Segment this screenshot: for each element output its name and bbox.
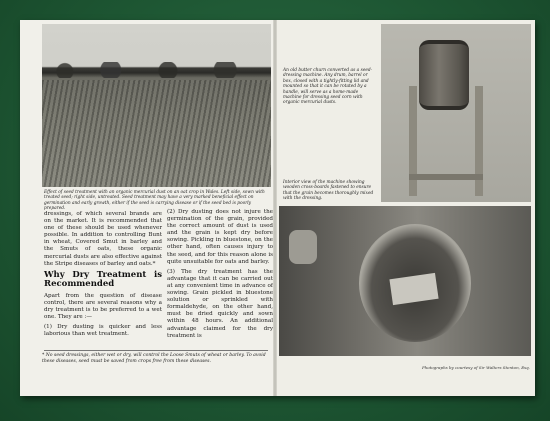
text-column-left xyxy=(44,211,162,341)
hand xyxy=(289,230,317,264)
oat-field-photo xyxy=(42,24,271,187)
field-photo-caption: Effect of seed treatment with an organic mercurial dust on an oat crop in Wales. Left side, sown with treated seed; right side, untreated. Seed treatment may have a very marked beneficial effect on germination and early growth, either if the seed is carrying disease or if the seed bed is poorly prepared. xyxy=(44,190,265,212)
center-fold xyxy=(273,20,277,396)
open-leaflet xyxy=(20,20,535,396)
footnote-divider xyxy=(44,350,268,351)
interior-caption: Interior view of the machine showing wooden cross-boards fastened to ensure that the grain becomes thoroughly mixed with the dressing. xyxy=(283,180,374,202)
churn-interior-photo xyxy=(279,206,531,356)
right-page xyxy=(275,20,535,396)
reason-2: (2) Dry dusting does not injure the germination of the grain, provided the correct amount of dust is used and the grain is kept dry before sowing. Pickling in bluestone, on the other hand, often causes injury to the seed, and for this reason alone is quite unsuitable for oats and barley. xyxy=(167,209,273,265)
churn-barrel xyxy=(419,40,469,110)
intro-paragraph: dressings, of which several brands are on the market. It is recommended that one of these should be used whenever possible. In addition to controlling Bunt in wheat, Covered Smut in barley and the Smuts of oats, these organic mercurial dusts are also effective against the Stripe diseases of barley and oats.* xyxy=(44,211,162,267)
photo-credit: Photographs by courtesy of Sir Walters Stenton, Esq. xyxy=(421,365,530,370)
text-column-right xyxy=(167,209,273,343)
crop-rows xyxy=(42,80,271,187)
reasons-paragraph: Apart from the question of disease control, there are several reasons why a dry treatment is to be preferred to a wet one. They are :— xyxy=(44,292,162,321)
reason-1: (1) Dry dusting is quicker and less laborious than wet treatment. xyxy=(44,324,162,338)
stand-crossbar xyxy=(409,174,483,180)
churn-caption: An old butter churn converted as a seed-dressing machine. Any drum, barrel or box, closed with a tightly-fitting lid and mounted so that it can be rotated by a handle, will serve as a home-made machine for dressing seed corn with organic mercurial dusts. xyxy=(283,68,373,106)
section-heading: Why Dry Treatment is Recommended xyxy=(44,269,162,290)
left-page xyxy=(20,20,275,396)
butter-churn-photo xyxy=(381,24,531,202)
footnote: * No seed dressings, either wet or dry, will control the Loose Smuts of wheat or barley. To avoid these diseases, seed must be saved from crops free from these diseases. xyxy=(42,353,266,364)
reason-3: (3) The dry treatment has the advantage that it can be carried out at any convenient time in advance of sowing. Grain pickled in bluestone solution or sprinkled with formaldehyde, on the other hand, must be dried quickly and sown within 48 hours. An additional advantage claimed for the dry treatment is xyxy=(167,268,273,339)
treeline xyxy=(42,62,271,78)
